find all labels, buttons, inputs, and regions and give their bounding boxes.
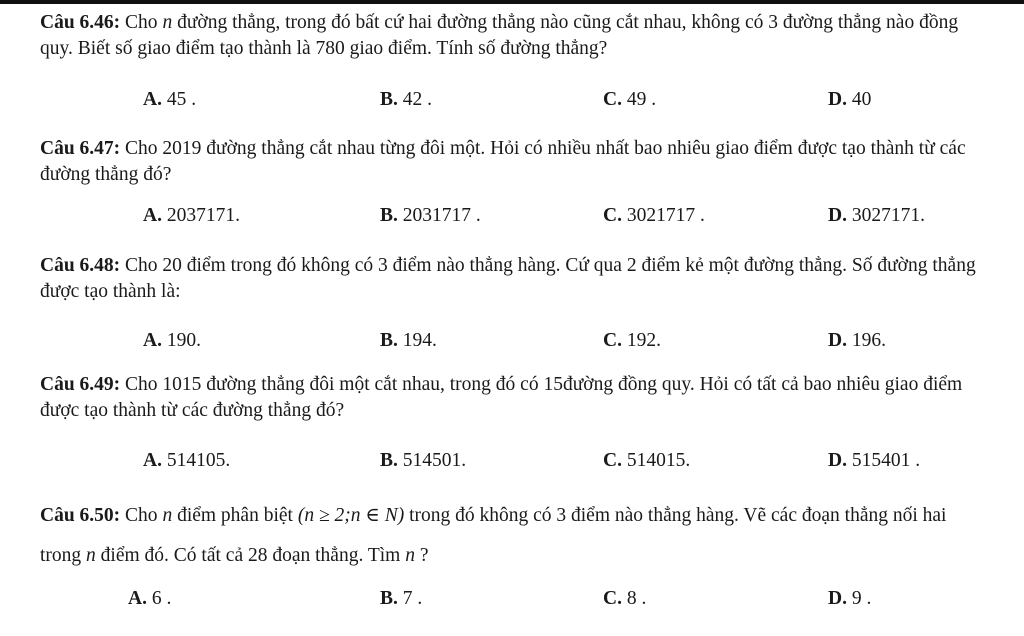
question-text: điểm đó. Có tất cả 28 đoạn thẳng. Tìm xyxy=(95,545,406,566)
option-text: 6 . xyxy=(146,588,172,609)
question-text: đường thẳng, trong đó bất cứ hai đường thẳng nào cũng cắt nhau, không có 3 đường thẳng nào đồng quy. Biết số giao điểm tạo thành là 780 giao điểm. Tính số đường thẳng? xyxy=(40,12,959,59)
option-c[interactable] xyxy=(603,330,661,352)
question-text: Cho 1015 đường thẳng đôi một cắt nhau, trong đó có 15đường đồng quy. Hỏi có tất cả bao nhiêu giao điểm được tạo thành từ các đường thẳng đó? xyxy=(40,374,963,421)
option-text: 40 xyxy=(846,89,872,110)
option-text: 192. xyxy=(621,330,661,351)
question-text: Cho xyxy=(120,12,163,33)
option-letter: C. xyxy=(603,89,622,110)
question-text: Cho 2019 đường thẳng cắt nhau từng đôi một. Hỏi có nhiều nhất bao nhiêu giao điểm được tạo thành từ các đường thẳng đó? xyxy=(40,138,966,185)
option-letter: C. xyxy=(603,205,622,226)
option-text: 514501. xyxy=(397,450,467,471)
question-number: Câu 6.49: xyxy=(40,374,121,395)
option-letter: A. xyxy=(143,205,162,226)
option-text: 196. xyxy=(846,330,886,351)
option-b[interactable] xyxy=(380,330,437,352)
option-text: 8 . xyxy=(621,588,647,609)
question-6-47 xyxy=(40,136,990,188)
question-6-46 xyxy=(40,10,990,62)
option-c[interactable] xyxy=(603,89,656,111)
option-letter: C. xyxy=(603,450,622,471)
option-a[interactable] xyxy=(143,450,230,472)
question-number: Câu 6.50: xyxy=(40,505,121,526)
option-letter: A. xyxy=(143,330,162,351)
option-c[interactable] xyxy=(603,450,690,472)
option-letter: D. xyxy=(828,588,847,609)
condition-formula: (n ≥ 2;n ∈ N) xyxy=(297,505,405,526)
option-text: 515401 . xyxy=(846,450,921,471)
question-number: Câu 6.48: xyxy=(40,255,121,276)
question-text: Cho xyxy=(120,505,163,526)
question-6-48 xyxy=(40,253,990,305)
option-letter: B. xyxy=(380,89,398,110)
option-b[interactable] xyxy=(380,588,422,610)
question-text: điểm phân biệt xyxy=(172,505,298,526)
question-text: ? xyxy=(414,545,429,566)
option-letter: C. xyxy=(603,588,622,609)
option-c[interactable] xyxy=(603,205,705,227)
option-letter: A. xyxy=(143,450,162,471)
question-text: trong đó không có 3 điểm nào thẳng hàng. Vẽ các đoạn thẳng nối hai trong xyxy=(40,505,947,566)
option-letter: B. xyxy=(380,330,398,351)
option-c[interactable] xyxy=(603,588,646,610)
option-a[interactable] xyxy=(143,330,201,352)
question-text: Cho 20 điểm trong đó không có 3 điểm nào thẳng hàng. Cứ qua 2 điểm kẻ một đường thẳng. Số đường thẳng được tạo thành là: xyxy=(40,255,976,302)
option-text: 7 . xyxy=(397,588,423,609)
option-text: 45 . xyxy=(161,89,197,110)
option-d[interactable] xyxy=(828,205,925,227)
option-letter: A. xyxy=(143,89,162,110)
option-text: 49 . xyxy=(621,89,657,110)
option-letter: B. xyxy=(380,588,398,609)
option-letter: D. xyxy=(828,89,847,110)
option-letter: D. xyxy=(828,330,847,351)
option-letter: B. xyxy=(380,450,398,471)
option-text: 3027171. xyxy=(846,205,925,226)
option-a[interactable] xyxy=(143,205,240,227)
option-a[interactable] xyxy=(128,588,171,610)
option-letter: D. xyxy=(828,450,847,471)
options-6-48 xyxy=(0,330,1024,356)
option-b[interactable] xyxy=(380,89,432,111)
option-b[interactable] xyxy=(380,450,466,472)
option-text: 3021717 . xyxy=(621,205,705,226)
option-letter: A. xyxy=(128,588,147,609)
variable-n: n xyxy=(162,505,173,526)
question-6-49 xyxy=(40,372,990,424)
options-6-46 xyxy=(0,89,1024,115)
options-6-49 xyxy=(0,450,1024,476)
option-text: 194. xyxy=(397,330,437,351)
option-d[interactable] xyxy=(828,330,886,352)
option-text: 9 . xyxy=(846,588,872,609)
option-text: 2037171. xyxy=(161,205,240,226)
option-letter: D. xyxy=(828,205,847,226)
option-d[interactable] xyxy=(828,89,871,111)
variable-n: n xyxy=(86,545,96,566)
option-text: 42 . xyxy=(397,89,433,110)
option-text: 190. xyxy=(161,330,201,351)
option-letter: B. xyxy=(380,205,398,226)
option-d[interactable] xyxy=(828,588,871,610)
top-border xyxy=(0,0,1024,4)
option-text: 2031717 . xyxy=(397,205,481,226)
option-text: 514015. xyxy=(621,450,691,471)
options-6-50 xyxy=(0,588,1024,614)
option-text: 514105. xyxy=(161,450,231,471)
option-b[interactable] xyxy=(380,205,481,227)
question-6-50 xyxy=(40,496,990,576)
question-number: Câu 6.47: xyxy=(40,138,121,159)
variable-n: n xyxy=(405,545,415,566)
option-a[interactable] xyxy=(143,89,196,111)
variable-n: n xyxy=(162,12,173,33)
option-letter: C. xyxy=(603,330,622,351)
question-number: Câu 6.46: xyxy=(40,12,121,33)
options-6-47 xyxy=(0,205,1024,231)
option-d[interactable] xyxy=(828,450,920,472)
